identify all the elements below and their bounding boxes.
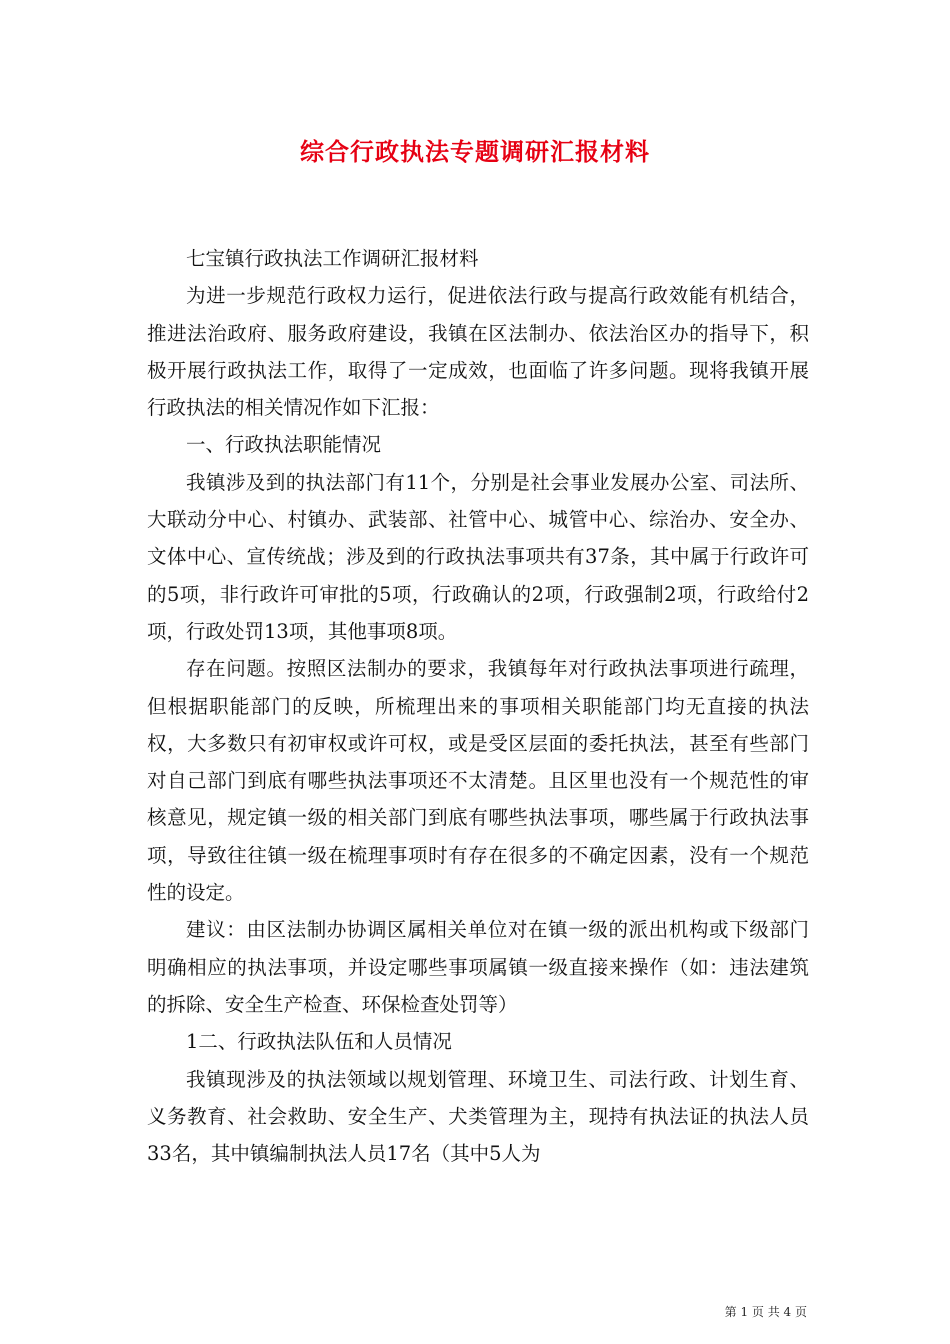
paragraph-personnel: 我镇现涉及的执法领域以规划管理、环境卫生、司法行政、计划生育、义务教育、社会救助、安全生产、犬类管理为主，现持有执法证的执法人员33名，其中镇编制执法人员17名（其中5人为 — [147, 1067, 809, 1166]
section-heading-1: 一、行政执法职能情况 — [186, 433, 382, 457]
document-title: 综合行政执法专题调研汇报材料 — [300, 137, 650, 166]
document-subtitle: 七宝镇行政执法工作调研汇报材料 — [186, 247, 479, 270]
section-heading-2: 1二、行政执法队伍和人员情况 — [186, 1030, 452, 1054]
paragraph-suggestions: 建议：由区法制办协调区属相关单位对在镇一级的派出机构或下级部门明确相应的执法事项，并设定哪些事项属镇一级直接来操作（如：违法建筑的拆除、安全生产检查、环保检查处罚等） — [147, 918, 809, 1016]
paragraph-intro: 为进一步规范行政权力运行，促进依法行政与提高行政效能有机结合，推进法治政府、服务政府建设，我镇在区法制办、依法治区办的指导下，积极开展行政执法工作，取得了一定成效，也面临了许多问题。现将我镇开展行政执法的相关情况作如下汇报： — [147, 284, 809, 420]
page-number: 第 1 页 共 4 页 — [724, 1305, 807, 1319]
paragraph-problems: 存在问题。按照区法制办的要求，我镇每年对行政执法事项进行疏理，但根据职能部门的反映，所梳理出来的事项相关职能部门均无直接的执法权，大多数只有初审权或许可权，或是受区层面的委托执法，甚至有些部门对自己部门到底有哪些执法事项还不太清楚。且区里也没有一个规范性的审核意见，规定镇一级的相关部门到底有哪些执法事项，哪些属于行政执法事项，导致往往镇一级在梳理事项时有存在很多的不确定因素，没有一个规范性的设定。 — [147, 657, 809, 905]
paragraph-departments: 我镇涉及到的执法部门有11个，分别是社会事业发展办公室、司法所、大联动分中心、村镇办、武装部、社管中心、城管中心、综治办、安全办、文体中心、宣传统战；涉及到的行政执法事项共有37条，其中属于行政许可的5项，非行政许可审批的5项，行政确认的2项，行政强制2项，行政给付2项，行政处罚13项，其他事项8项。 — [147, 470, 809, 643]
document-body — [147, 240, 809, 1172]
